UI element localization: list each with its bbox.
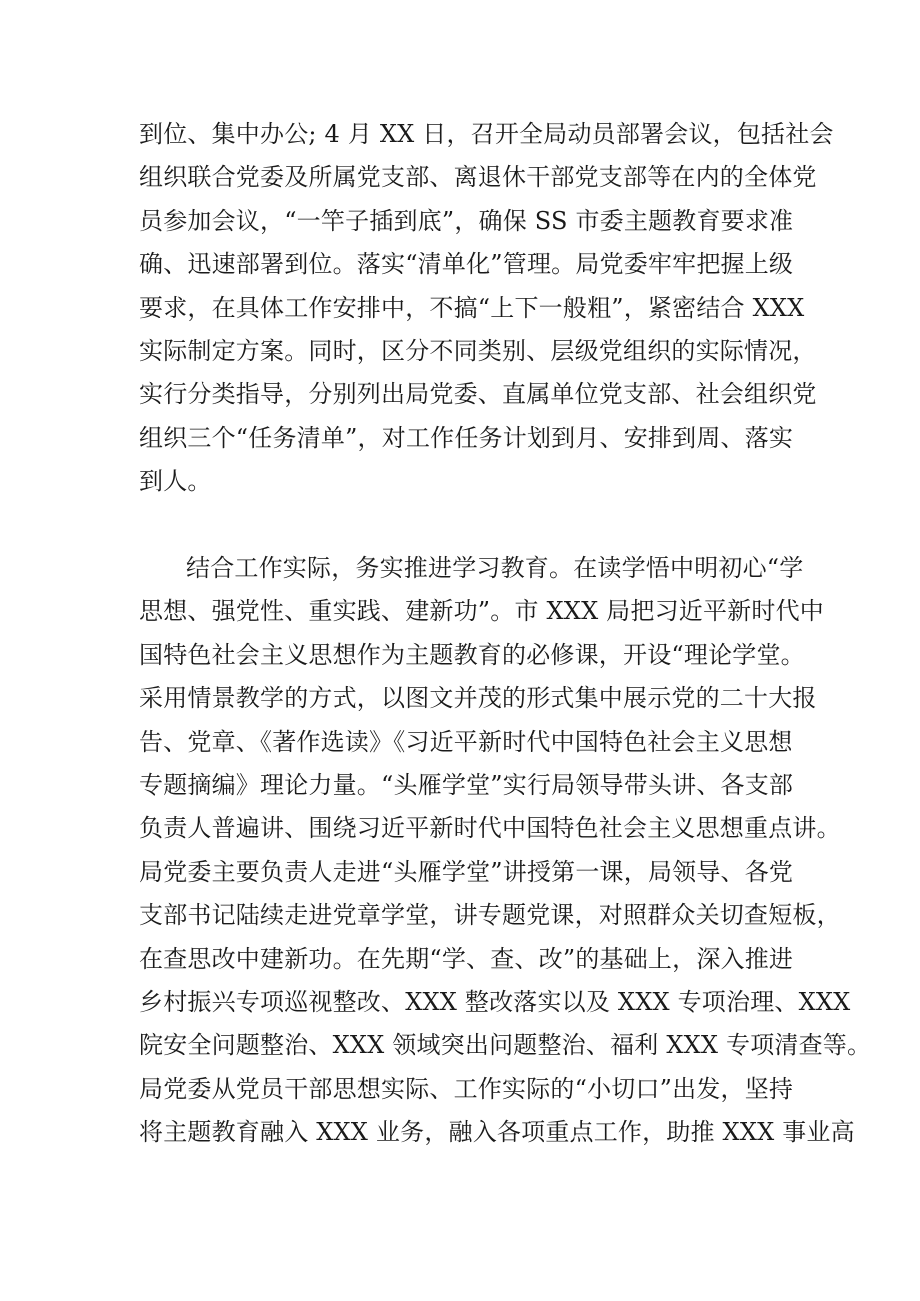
text-line: 确、迅速部署到位。落实“清单化”管理。局党委牢牢把握上级 (139, 250, 794, 279)
paragraph-1 (139, 113, 834, 504)
text-line: 院安全问题整治、XXX 领域突出问题整治、福利 XXX 专项清查等。 (139, 1031, 872, 1060)
text-line: 将主题教育融入 XXX 业务，融入各项重点工作，助推 XXX 事业高 (139, 1118, 855, 1147)
text-line: 局党委主要负责人走进“头雁学堂”讲授第一课，局领导、各党 (139, 857, 794, 886)
text-line: 组织联合党委及所属党支部、离退休干部党支部等在内的全体党 (139, 163, 817, 192)
text-line: 支部书记陆续走进党章学堂，讲专题党课，对照群众关切查短板， (139, 901, 841, 930)
text-line: 负责人普遍讲、围绕习近平新时代中国特色社会主义思想重点讲。 (139, 814, 841, 843)
text-line: 结合工作实际，务实推进学习教育。在读学悟中明初心“学 (186, 554, 804, 582)
text-line: 组织三个“任务清单”，对工作任务计划到月、安排到周、落实 (139, 423, 794, 452)
text-line: 实际制定方案。同时，区分不同类别、层级党组织的实际情况， (139, 336, 817, 365)
text-line: 在查思改中建新功。在先期“学、查、改”的基础上，深入推进 (139, 944, 794, 973)
text-line: 实行分类指导，分别列出局党委、直属单位党支部、社会组织党 (139, 380, 817, 409)
text-line: 到位、集中办公; 4 月 XX 日，召开全局动员部署会议，包括社会 (139, 120, 834, 148)
text-line: 到人。 (139, 467, 212, 496)
text-line: 局党委从党员干部思想实际、工作实际的“小切口”出发，坚持 (139, 1074, 794, 1103)
text-line: 思想、强党性、重实践、建新功”。市 XXX 局把习近平新时代中 (139, 597, 824, 626)
paragraph-2 (139, 547, 872, 1154)
text-line: 专题摘编》理论力量。“头雁学堂”实行局领导带头讲、各支部 (139, 770, 794, 799)
text-line: 采用情景教学的方式，以图文并茂的形式集中展示党的二十大报 (139, 684, 817, 713)
text-line: 乡村振兴专项巡视整改、XXX 整改落实以及 XXX 专项治理、XXX (139, 987, 851, 1016)
text-line: 国特色社会主义思想作为主题教育的必修课，开设“理论学堂。 (139, 640, 805, 669)
text-line: 要求，在具体工作安排中，不搞“上下一般粗”，紧密结合 XXX (139, 293, 805, 322)
text-line: 员参加会议，“一竿子插到底”，确保 SS 市委主题教育要求准 (139, 206, 794, 235)
text-line: 告、党章、《著作选读》《习近平新时代中国特色社会主义思想 (139, 727, 793, 756)
